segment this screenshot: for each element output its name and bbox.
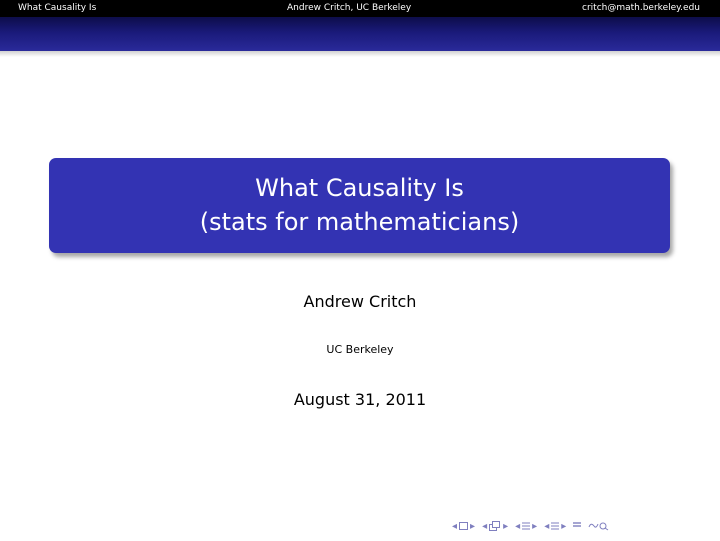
nav-right-arrow-icon[interactable]: ▸ (470, 521, 476, 532)
headline-bar (0, 0, 720, 17)
nav-right-arrow-icon[interactable]: ▸ (561, 521, 567, 532)
title-line-2: (stats for mathematicians) (199, 208, 520, 236)
subsection-icon[interactable] (489, 521, 501, 534)
presentation-icon[interactable] (551, 521, 559, 534)
align-icon[interactable] (573, 521, 581, 533)
nav-right-arrow-icon[interactable]: ▸ (503, 521, 509, 532)
nav-left-arrow-icon[interactable]: ◂ (544, 521, 550, 532)
header-band (0, 17, 720, 51)
author-name: Andrew Critch (303, 292, 417, 311)
headline-author: Andrew Critch, UC Berkeley (287, 3, 412, 13)
frame-icon[interactable] (459, 522, 468, 533)
section-icon[interactable] (522, 521, 530, 534)
section-nav-group (515, 521, 537, 534)
presentation-date: August 31, 2011 (293, 390, 427, 409)
headline-email: critch@math.berkeley.edu (582, 3, 700, 13)
navigation-bar (452, 519, 610, 535)
presentation-nav-group (544, 521, 566, 534)
title-line-1: What Causality Is (255, 174, 464, 202)
nav-left-arrow-icon[interactable]: ◂ (482, 521, 488, 532)
institute: UC Berkeley (326, 343, 394, 356)
nav-right-arrow-icon[interactable]: ▸ (532, 521, 538, 532)
subsection-nav-group (482, 521, 508, 534)
headline-short-title: What Causality Is (18, 3, 97, 13)
nav-left-arrow-icon[interactable]: ◂ (515, 521, 521, 532)
header-band-shadow (0, 51, 720, 57)
search-icon[interactable] (588, 521, 610, 534)
title-box (49, 158, 670, 253)
frame-nav-group (452, 522, 475, 533)
nav-left-arrow-icon[interactable]: ◂ (452, 521, 458, 532)
